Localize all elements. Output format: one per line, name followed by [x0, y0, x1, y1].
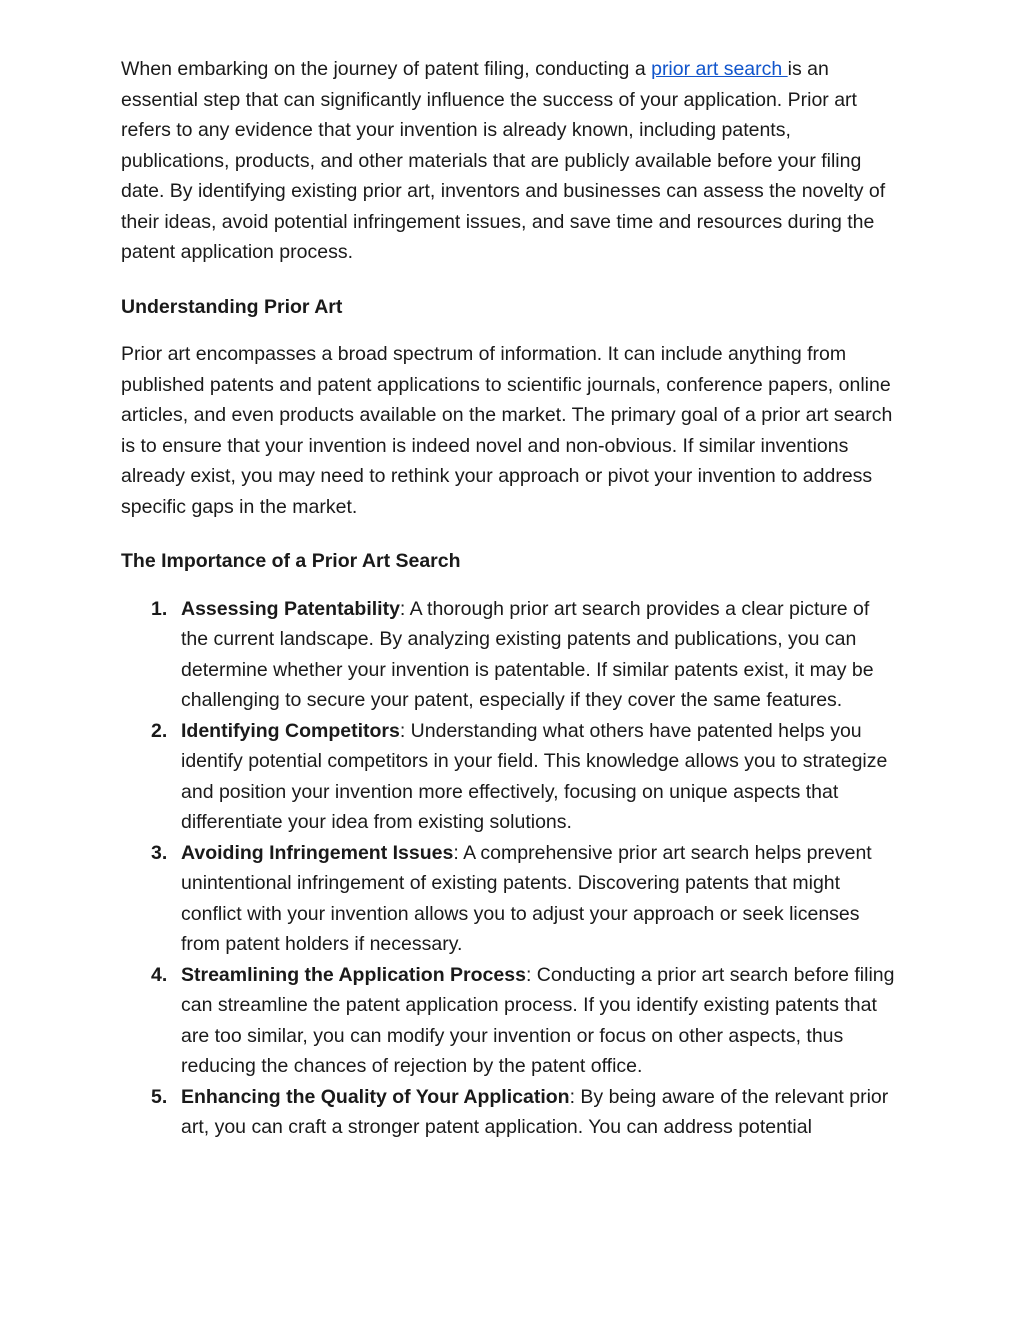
- section-heading-importance: The Importance of a Prior Art Search: [121, 550, 461, 572]
- intro-text-before-link: When embarking on the journey of patent filing, conducting a: [121, 58, 652, 80]
- prior-art-search-link[interactable]: prior art search: [651, 58, 788, 80]
- list-item-number: 2.: [151, 719, 168, 742]
- list-item-term: Avoiding Infringement Issues: [181, 841, 454, 864]
- document-page: [121, 54, 896, 1143]
- list-item-number: 1.: [151, 597, 168, 620]
- list-item: [121, 716, 896, 838]
- list-item-text: : By being aware of the relevant prior art, you can craft a stronger patent application. You can address potential: [181, 1085, 889, 1138]
- list-item: [121, 594, 896, 716]
- intro-text-after-link: is an essential step that can significantly influence the success of your application. Prior art refers to any evidence that your invention is already known, including patents, publications, products, and other materials that are publicly available before your filing date. By identifying existing prior art, inventors and businesses can assess the novelty of their ideas, avoid potential infringement issues, and save time and resources during the patent application process.: [121, 58, 886, 263]
- list-item-term: Streamlining the Application Process: [181, 963, 526, 986]
- list-item-number: 5.: [151, 1085, 168, 1108]
- list-item-number: 3.: [151, 841, 168, 864]
- list-item-text: : A comprehensive prior art search helps prevent unintentional infringement of existing patents. Discovering patents that might conflict with your invention allows you to adjust your approach or seek licenses from patent holders if necessary.: [181, 841, 872, 955]
- list-item-text: : A thorough prior art search provides a clear picture of the current landscape. By analyzing existing patents and publications, you can determine whether your invention is patentable. If similar patents exist, it may be challenging to secure your patent, especially if they cover the same features.: [181, 597, 874, 711]
- list-item-text: : Conducting a prior art search before filing can streamline the patent application process. If you identify existing patents that are too similar, you can modify your invention or focus on other aspects, thus reducing the chances of rejection by the patent office.: [181, 963, 895, 1077]
- list-item-number: 4.: [151, 963, 168, 986]
- list-item-term: Assessing Patentability: [181, 597, 400, 620]
- intro-paragraph: [121, 54, 896, 268]
- list-item: [121, 1082, 896, 1143]
- list-item-term: Enhancing the Quality of Your Application: [181, 1085, 570, 1108]
- list-item-text: : Understanding what others have patented helps you identify potential competitors in your field. This knowledge allows you to strategize and position your invention more effectively, focusing on unique aspects that differentiate your idea from existing solutions.: [181, 719, 888, 833]
- importance-list: [121, 594, 896, 1143]
- understanding-paragraph: Prior art encompasses a broad spectrum of information. It can include anything from published patents and patent applications to scientific journals, conference papers, online articles, and even products available on the market. The primary goal of a prior art search is to ensure that your invention is indeed novel and non-obvious. If similar inventions already exist, you may need to rethink your approach or pivot your invention to address specific gaps in the market.: [121, 343, 893, 518]
- list-item: [121, 838, 896, 960]
- list-item-term: Identifying Competitors: [181, 719, 400, 742]
- list-item: [121, 960, 896, 1082]
- section-heading-understanding: Understanding Prior Art: [121, 295, 343, 318]
